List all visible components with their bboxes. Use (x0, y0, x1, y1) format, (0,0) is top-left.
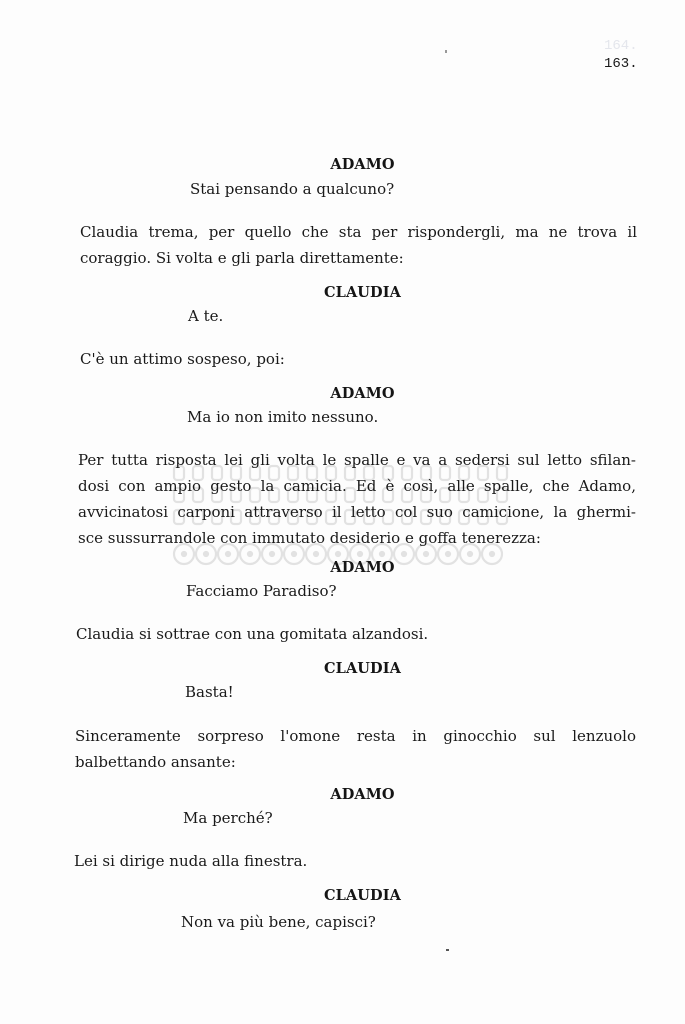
watermark-dot (292, 552, 296, 556)
action-line: avvicinatosi carponi attraverso il letto col suo camicione, la ghermi- (78, 503, 636, 521)
speaker-name: CLAUDIA (324, 284, 401, 301)
speaker-name: CLAUDIA (324, 660, 401, 677)
page-number: 163. (604, 56, 638, 72)
action-paragraph (80, 219, 637, 271)
action-line: Lei si dirige nuda alla finestra. (74, 852, 308, 870)
watermark-dot (182, 552, 186, 556)
watermark-dot (314, 552, 318, 556)
speaker-name: ADAMO (330, 559, 395, 576)
action-line: Claudia si sottrae con una gomitata alzandosi. (76, 625, 429, 643)
action-line: sce sussurrandole con immutato desiderio e goffa tenerezza: (78, 529, 541, 547)
scan-speck (446, 949, 449, 951)
watermark-dot (358, 552, 362, 556)
watermark-dot (380, 552, 384, 556)
action-line: dosi con ampio gesto la camicia. Ed è così, alle spalle, che Adamo, (78, 477, 636, 495)
action-paragraph (76, 621, 636, 647)
speaker-name: ADAMO (330, 385, 395, 402)
action-line: Claudia trema, per quello che sta per rispondergli, ma ne trova il (80, 223, 637, 241)
action-line: Sinceramente sorpreso l'omone resta in ginocchio sul lenzuolo (75, 727, 636, 745)
watermark-dot (204, 552, 208, 556)
ghost-page-number: 164. (604, 38, 638, 54)
action-paragraph (80, 346, 637, 372)
action-paragraph (78, 447, 636, 551)
watermark-dot (336, 552, 340, 556)
speaker-name: CLAUDIA (324, 887, 401, 904)
action-line: Per tutta risposta lei gli volta le spalle e va a sedersi sul letto sfilan- (78, 451, 636, 469)
action-paragraph (75, 723, 636, 775)
watermark-dot (424, 552, 428, 556)
watermark-dot (270, 552, 274, 556)
watermark-dot (402, 552, 406, 556)
dialogue-line: Non va più bene, capisci? (181, 913, 376, 931)
dialogue-line: Ma perché? (183, 809, 273, 827)
watermark-dot (490, 552, 494, 556)
scan-speck (445, 50, 447, 53)
action-line: coraggio. Si volta e gli parla direttamente: (80, 249, 404, 267)
watermark-dot (226, 552, 230, 556)
action-paragraph (74, 848, 634, 874)
action-line: balbettando ansante: (75, 753, 236, 771)
dialogue-line: Ma io non imito nessuno. (187, 408, 379, 426)
watermark-dot (248, 552, 252, 556)
watermark-dot (446, 552, 450, 556)
dialogue-line: A te. (188, 307, 224, 325)
action-line: C'è un attimo sospeso, poi: (80, 350, 285, 368)
dialogue-line: Basta! (185, 683, 234, 701)
dialogue-line: Facciamo Paradiso? (186, 582, 337, 600)
speaker-name: ADAMO (330, 786, 395, 803)
dialogue-line: Stai pensando a qualcuno? (190, 180, 395, 198)
speaker-name: ADAMO (330, 156, 395, 173)
watermark-dot (468, 552, 472, 556)
